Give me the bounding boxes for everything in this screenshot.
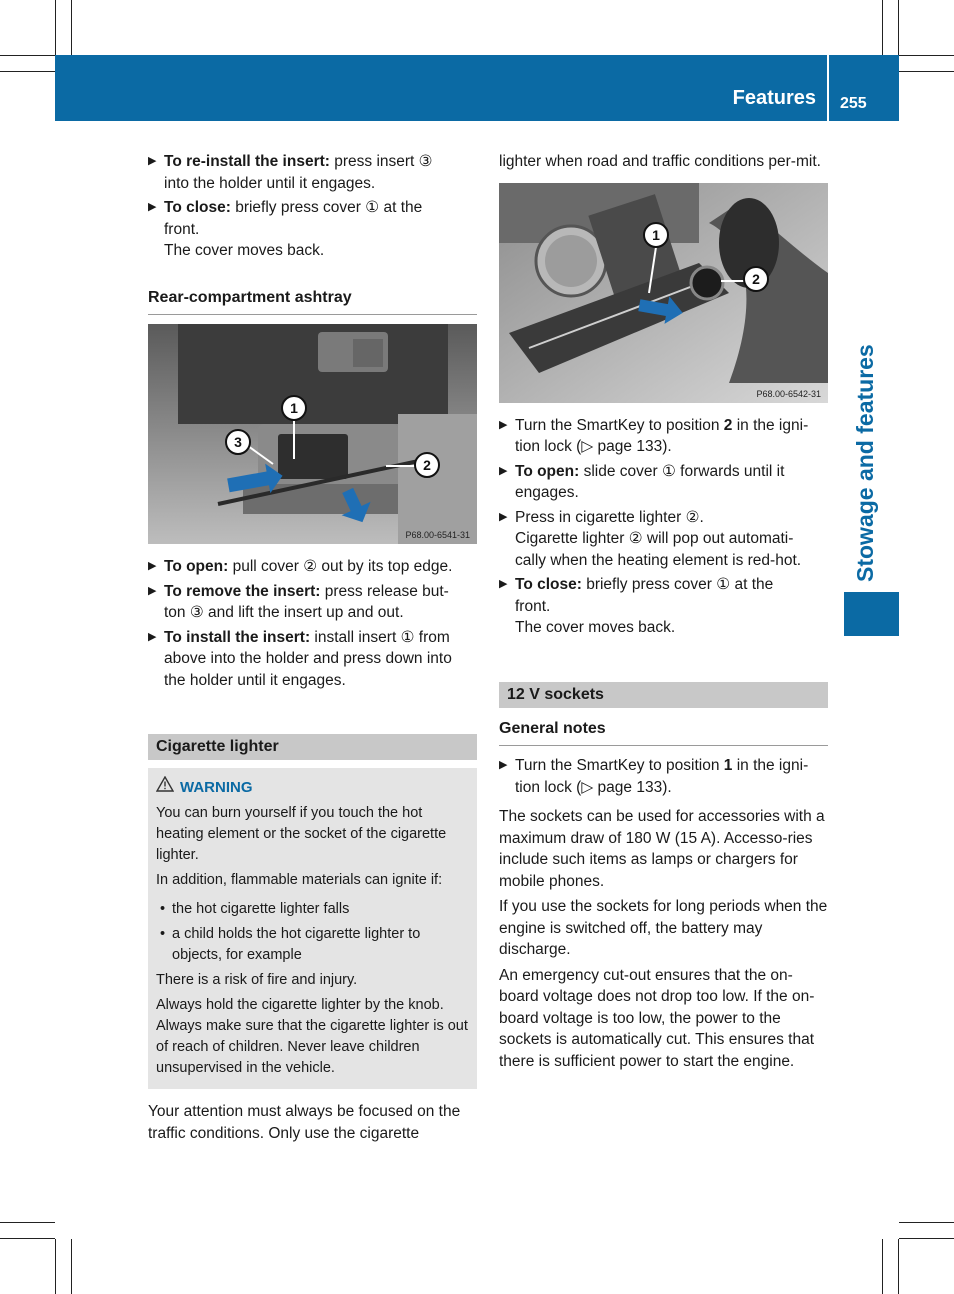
warning-bullet: • a child holds the hot cigarette lighter to objects, for example <box>160 926 421 963</box>
instruction-step <box>148 151 477 194</box>
right-column <box>499 151 828 1076</box>
step-text: press release but- <box>320 582 449 600</box>
body-paragraph: If you use the sockets for long periods when the engine is switched off, the battery may discharge. <box>499 898 828 958</box>
crop-mark <box>71 0 72 55</box>
crop-mark <box>899 1238 954 1239</box>
cigarette-lighter-illustration <box>499 183 828 403</box>
instruction-step <box>499 755 828 798</box>
step-arrow-icon: ▶ <box>148 155 157 167</box>
crop-mark <box>71 1239 72 1294</box>
chapter-tab <box>844 592 899 636</box>
crop-mark <box>55 0 56 55</box>
step-label: To remove the insert: <box>164 582 321 600</box>
callout-number: 3 <box>234 434 242 450</box>
body-paragraph: An emergency cut-out ensures that the on-board voltage does not drop too low. If the on-board voltage is too low, the power to the sockets is automatically cut. This ensures that there is sufficient power to start the engine. <box>499 966 815 1070</box>
instruction-step <box>148 627 477 692</box>
callout-number: 1 <box>290 400 298 416</box>
step-text: engages. <box>515 484 579 501</box>
intro-paragraph: lighter when road and traffic conditions per-mit. <box>499 153 821 170</box>
step-text: tion lock (▷ page 133). <box>515 438 672 455</box>
step-text: ton ③ and lift the insert up and out. <box>164 604 404 621</box>
instruction-step <box>499 415 828 458</box>
step-arrow-icon: ▶ <box>148 630 157 643</box>
step-text: Press in cigarette lighter ②. <box>515 508 704 526</box>
cigarette-lighter-heading: Cigarette lighter <box>148 734 477 760</box>
warning-text: You can burn yourself if you touch the hot heating element or the socket of the cigarette lighter. <box>156 805 447 863</box>
step-text: cally when the heating element is red-hot. <box>515 551 802 569</box>
step-arrow-icon: ▶ <box>148 584 157 597</box>
crop-mark <box>0 1238 55 1239</box>
step-arrow-icon: ▶ <box>148 201 157 213</box>
crop-mark <box>898 0 899 55</box>
step-text: into the holder until it engages. <box>164 174 376 192</box>
step-arrow-icon: ▶ <box>499 510 508 523</box>
step-arrow-icon: ▶ <box>148 560 157 572</box>
crop-mark <box>0 71 55 72</box>
step-text: the holder until it engages. <box>164 671 346 689</box>
warning-text: In addition, flammable materials can ignite if: <box>156 872 443 888</box>
rear-ashtray-illustration <box>148 324 477 544</box>
step-text: Cigarette lighter ② will pop out automati- <box>515 530 794 547</box>
crop-mark <box>0 1222 55 1223</box>
callout-number: 2 <box>752 270 760 287</box>
crop-mark <box>899 55 954 56</box>
figure-code: P68.00-6541-31 <box>405 530 470 540</box>
step-arrow-icon: ▶ <box>499 418 508 431</box>
header-divider <box>827 55 829 121</box>
instruction-step <box>148 581 477 624</box>
step-text: briefly press cover ① at the <box>581 576 774 593</box>
step-text: The cover moves back. <box>515 619 676 636</box>
step-text: pull cover ② out by its top edge. <box>228 558 453 575</box>
chapter-tab-label: Stowage and features <box>852 344 878 582</box>
bullet-text: the hot cigarette lighter falls <box>172 901 350 917</box>
rear-ashtray-heading: Rear-compartment ashtray <box>148 287 477 316</box>
instruction-step <box>499 574 828 639</box>
rear-ashtray-figure <box>148 324 477 544</box>
step-label: 2 <box>723 416 733 434</box>
warning-bullet: • the hot cigarette lighter falls <box>160 901 350 917</box>
warning-triangle-icon <box>156 776 180 799</box>
step-text: briefly press cover ① at the <box>230 199 423 216</box>
body-paragraph: The sockets can be used for accessories with a maximum draw of 180 W (15 A). Accesso-ries include such items as lamps or chargers for mobile phones. <box>499 808 825 890</box>
step-text: slide cover ① forwards until it <box>579 462 785 480</box>
step-label: To close: <box>164 199 231 216</box>
step-label: To install the insert: <box>164 628 311 646</box>
callout-number: 2 <box>423 457 431 473</box>
closing-paragraph: Your attention must always be focused on the traffic conditions. Only use the cigarette <box>148 1103 461 1142</box>
step-text: The cover moves back. <box>164 242 325 259</box>
step-label: To open: <box>515 462 580 480</box>
step-text: press insert ③ <box>329 153 433 170</box>
sockets-heading: 12 V sockets <box>499 682 828 708</box>
bullet-text: a child holds the hot cigarette lighter to objects, for example <box>172 926 421 963</box>
section-title: Features <box>732 87 816 109</box>
warning-text: There is a risk of fire and injury. <box>156 972 358 988</box>
step-text: in the igni- <box>732 416 809 434</box>
crop-mark <box>898 1239 899 1294</box>
step-label: To re-install the insert: <box>164 153 330 170</box>
callout-number: 1 <box>652 226 660 243</box>
crop-mark <box>899 71 954 72</box>
step-text: Turn the SmartKey to position <box>515 416 724 434</box>
instruction-step <box>499 507 828 572</box>
crop-mark <box>882 0 883 55</box>
instruction-step <box>148 197 477 262</box>
warning-box <box>148 768 477 1089</box>
step-text: above into the holder and press down into <box>164 650 452 667</box>
crop-mark <box>0 55 55 56</box>
warning-text: Always hold the cigarette lighter by the knob. Always make sure that the cigarette lighter is out of reach of children. Never leave children unsupervised in the vehicle. <box>156 997 468 1076</box>
step-text: tion lock (▷ page 133). <box>515 778 672 796</box>
step-label: 1 <box>723 757 733 774</box>
step-label: To open: <box>164 558 229 575</box>
step-text: front. <box>515 597 551 615</box>
crop-mark <box>882 1239 883 1294</box>
crop-mark <box>55 1239 56 1294</box>
figure-code: P68.00-6542-31 <box>756 388 821 399</box>
crop-mark <box>899 1222 954 1223</box>
cigarette-lighter-figure <box>499 183 828 403</box>
step-arrow-icon: ▶ <box>499 578 508 590</box>
left-column <box>148 151 477 1148</box>
instruction-step <box>499 461 828 504</box>
step-text: in the igni- <box>732 757 809 774</box>
step-arrow-icon: ▶ <box>499 759 508 771</box>
general-notes-heading: General notes <box>499 718 828 747</box>
step-text: front. <box>164 220 200 238</box>
step-arrow-icon: ▶ <box>499 464 508 477</box>
warning-title: WARNING <box>180 779 253 796</box>
page-number: 255 <box>840 95 867 112</box>
step-text: install insert ① from <box>310 628 450 646</box>
instruction-step <box>148 556 477 578</box>
step-text: Turn the SmartKey to position <box>515 757 724 774</box>
step-label: To close: <box>515 576 582 593</box>
